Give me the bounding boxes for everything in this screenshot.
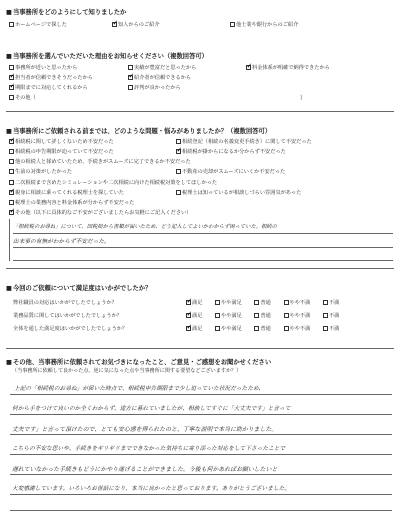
checkbox[interactable] xyxy=(176,139,181,144)
q3-option-2[interactable]: 相続税の申告期限が迫っていて不安だった xyxy=(9,149,114,156)
q5-handwritten-line-6: 大変感謝しています。いろいろお世話になり、本当に良かったと思っております。ありがとうございました。 xyxy=(12,486,291,492)
q4-row-quality-label: 業務品質に関してはいかがでしたでしょうか？ xyxy=(13,313,122,319)
divider xyxy=(6,268,394,269)
checkbox[interactable] xyxy=(323,326,328,331)
question-4-title: ■ 今回のご依頼について満足度はいかがでしたか？ xyxy=(6,283,151,292)
checkbox-checked[interactable] xyxy=(9,85,14,90)
checkbox[interactable] xyxy=(254,313,259,318)
checkbox[interactable] xyxy=(230,22,235,27)
q2-option-referrer[interactable]: ✓ 紹介者が信頼できるから xyxy=(128,75,191,82)
q5-note: （当事務所に依頼して良かった点、逆に気になった点や当事務所に関する要望などございますか？） xyxy=(12,368,242,374)
q4-row-overall-scale[interactable]: ✓ 満足 やや満足 普通 やや不満 不満 xyxy=(186,326,339,333)
checkbox[interactable] xyxy=(9,169,14,174)
divider xyxy=(6,348,394,349)
writing-line xyxy=(13,233,393,234)
checkbox-checked[interactable] xyxy=(9,190,14,195)
checkbox[interactable] xyxy=(9,149,14,154)
checkbox[interactable] xyxy=(9,22,14,27)
writing-line xyxy=(10,510,392,511)
checkbox[interactable] xyxy=(323,313,328,318)
writing-line xyxy=(10,474,392,475)
writing-line xyxy=(10,414,392,415)
question-2-title: ■ 当事務所を選んでいただいた理由をお知らせください（複数回答可） xyxy=(6,51,208,60)
q3-option-6[interactable]: 不動産の売却がスムーズにいくか不安だった xyxy=(176,169,285,176)
checkbox[interactable] xyxy=(284,300,289,305)
checkbox-checked[interactable] xyxy=(112,22,117,27)
checkbox-checked[interactable] xyxy=(186,300,191,305)
question-3-title: ■ 当事務所にご依頼される前までは、どのような問題・悩みがありましたか？（複数回答可） xyxy=(6,126,271,135)
checkbox[interactable] xyxy=(9,95,14,100)
writing-line xyxy=(13,247,393,248)
checkbox[interactable] xyxy=(128,85,133,90)
q2-option-reputation[interactable]: 評判が良かったから xyxy=(128,85,181,92)
q3-option-1[interactable]: 相続登記（相続の名義変更手続き）に関して不安だった xyxy=(176,139,312,146)
q3-option-5[interactable]: 生前の対策がしたかった xyxy=(9,169,72,176)
q5-handwritten-line-4: こちらの不安な思いや、手続きをギリギリまでできなかった気持ちに寄り添った対応をして下さったことで xyxy=(12,446,286,452)
q1-option-professional[interactable]: 他士業や銀行からのご紹介 xyxy=(230,22,298,29)
checkbox[interactable] xyxy=(215,326,220,331)
checkbox-checked[interactable] xyxy=(186,313,191,318)
q2-other-close-paren: ） xyxy=(300,95,307,102)
comment-box-left-edge xyxy=(9,219,10,261)
q3-option-9[interactable]: 税理士は知っているが相談しづらい雰囲気があった xyxy=(176,190,301,197)
checkbox[interactable] xyxy=(176,190,181,195)
q2-option-experience[interactable]: 実績が豊富だと思ったから xyxy=(128,65,196,72)
q2-option-near[interactable]: 事務所が近いと思ったから xyxy=(9,65,77,72)
checkbox-checked[interactable] xyxy=(176,149,181,154)
q5-handwritten-line-3: 丈夫です」と言って頂けたので、とても安心感を得られたのと、丁寧な説明で本当に助かりました。 xyxy=(12,427,278,433)
q4-row-overall-label: 全体を通した満足度はいかがでしたでしょうか？ xyxy=(13,326,128,332)
q5-handwritten-line-1: 上記の「相続税のお尋ね」が届いた時点で、相続税申告期限まで少し迫っていた状況だったため、 xyxy=(14,386,265,392)
q3-handwritten-line-1: 「相続税のお尋ね」について、国税局から書類が届いたため、どう記入してよいかわからず困っていた。相続の xyxy=(13,224,277,230)
q4-row-staff-label: 弊社職員の対応はいかがでしたでしょうか？ xyxy=(13,300,117,306)
checkbox-checked[interactable] xyxy=(186,326,191,331)
writing-line xyxy=(10,454,392,455)
checkbox[interactable] xyxy=(9,159,14,164)
checkbox[interactable] xyxy=(9,200,14,205)
checkbox[interactable] xyxy=(254,300,259,305)
q2-option-staff[interactable]: ✓担当者が信頼できそうだったから xyxy=(9,75,93,82)
q3-option-11[interactable]: ✓その他（以下に具体的なご不安がございましたらお気軽にご記入ください） xyxy=(9,210,191,217)
checkbox[interactable] xyxy=(215,313,220,318)
checkbox-checked[interactable] xyxy=(9,210,14,215)
q1-option-website[interactable]: ホームページで探した xyxy=(9,22,67,29)
checkbox[interactable] xyxy=(176,169,181,174)
q4-row-staff-scale[interactable]: ✓ 満足 やや満足 普通 やや不満 不満 xyxy=(186,300,339,307)
checkbox[interactable] xyxy=(9,180,14,185)
checkbox[interactable] xyxy=(254,326,259,331)
q2-option-deadline[interactable]: ✓期限までに対応してくれるから xyxy=(9,85,88,92)
question-5-title: ■ その他、当事務所に依頼されてお気づきになったこと、ご意見・ご感想をお聞かせください xyxy=(6,357,271,366)
checkbox[interactable] xyxy=(284,326,289,331)
writing-line xyxy=(10,494,392,495)
q5-handwritten-line-5: 遅れていなかった手続きもどうにかやり遂げることができました。今後も何かあればお願いしたいと xyxy=(12,467,278,473)
checkbox[interactable] xyxy=(9,65,14,70)
q2-option-fee[interactable]: ✓ 料金体系が明確で納得できたから xyxy=(246,65,330,72)
checkbox-checked[interactable] xyxy=(128,75,133,80)
checkbox-checked[interactable] xyxy=(9,139,14,144)
q3-option-3[interactable]: ✓ 相続税が掛からになるか分からず不安だった xyxy=(176,149,286,156)
q3-handwritten-line-2: 出来事の有無がわからず不安だった。 xyxy=(13,239,110,245)
q3-option-7[interactable]: 二次相続まで含めたシミュレーションや二次相続に向けた相続税対策をしてほしかった xyxy=(9,180,217,187)
q5-handwritten-line-2: 何から手をつけて良いのか全くわからず、途方に暮れていましたが、相談してすぐに「大丈夫です」と言って xyxy=(12,406,291,412)
divider xyxy=(6,111,394,112)
q3-option-0[interactable]: ✓相続税に関して詳しくないため不安だった xyxy=(9,139,114,146)
question-1-title: ■ 当事務所をどのようにして知りましたか xyxy=(6,7,126,16)
q3-option-10[interactable]: 税理士の業務内容と料金体系が分からず不安だった xyxy=(9,200,134,207)
checkbox-checked[interactable] xyxy=(9,75,14,80)
q3-option-8[interactable]: ✓親身に相談に乗ってくれる税理士を探していた xyxy=(9,190,124,197)
checkbox[interactable] xyxy=(128,65,133,70)
q4-row-quality-scale[interactable]: ✓ 満足 やや満足 普通 やや不満 不満 xyxy=(186,313,339,320)
checkbox-checked[interactable] xyxy=(246,65,251,70)
checkbox[interactable] xyxy=(284,313,289,318)
writing-line xyxy=(10,434,392,435)
q3-option-4[interactable]: 他の相続人と揉めていたため、手続きがスムーズに完了できるか不安だった xyxy=(9,159,191,166)
q1-option-acquaintance[interactable]: ✓ 知人からのご紹介 xyxy=(112,22,160,29)
q2-option-other[interactable]: その他（ xyxy=(9,95,36,102)
writing-line xyxy=(10,394,392,395)
checkbox[interactable] xyxy=(323,300,328,305)
checkbox[interactable] xyxy=(215,300,220,305)
writing-line xyxy=(13,260,393,261)
